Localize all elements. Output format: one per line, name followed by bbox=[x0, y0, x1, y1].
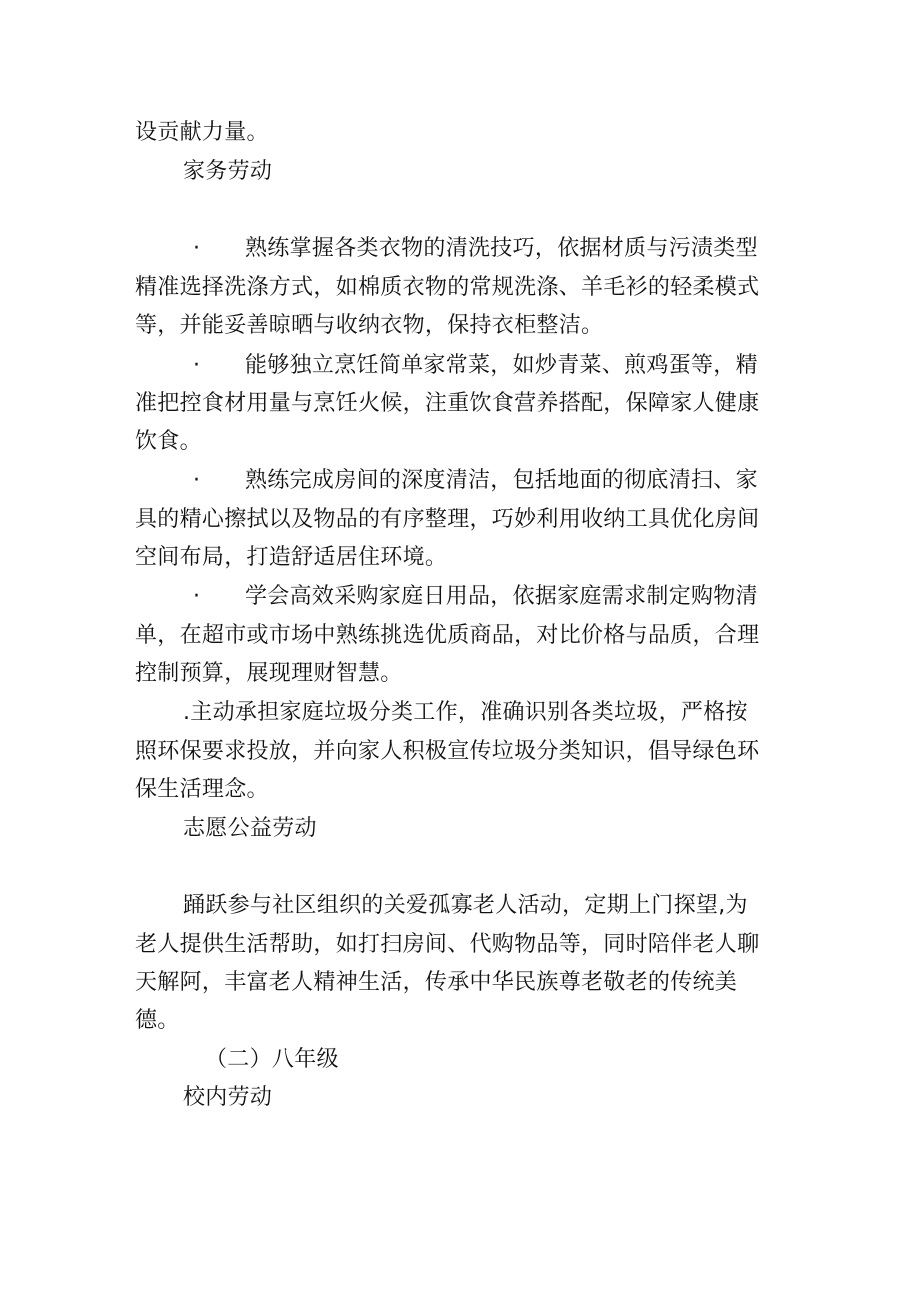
bullet-4-line-1: 学会高效采购家庭日用品，依据家庭需求制定购物清 bbox=[245, 584, 758, 609]
bullet-1-line-2: 精准选择洗涤方式，如棉质衣物的常规洗涤、羊毛衫的轻柔模式 bbox=[135, 275, 760, 300]
bullet-2-marker: · bbox=[193, 353, 200, 378]
bullet-3-marker: · bbox=[193, 468, 200, 493]
bullet-3-line-3: 空间布局，打造舒适居住环境。 bbox=[135, 545, 448, 570]
volunteer-heading: 志愿公益劳动 bbox=[183, 816, 317, 841]
volunteer-paragraph-line-2: 老人提供生活帮助，如打扫房间、代购物品等，同时陪伴老人聊 bbox=[135, 932, 760, 957]
volunteer-paragraph-line-3: 天解阿，丰富老人精神生活，传承中华民族尊老敬老的传统美 bbox=[135, 970, 738, 995]
bullet-1-line-1: 熟练掌握各类衣物的清洗技巧，依据材质与污渍类型 bbox=[245, 236, 758, 261]
volunteer-paragraph-line-1: 踊跃参与社区组织的关爱孤寡老人活动，定期上门探望,为 bbox=[183, 893, 748, 918]
bullet-3-line-1: 熟练完成房间的深度清洁，包括地面的彻底清扫、家 bbox=[245, 468, 758, 493]
bullet-4-line-3: 控制预算，展现理财智慧。 bbox=[135, 661, 403, 686]
housework-heading: 家务劳动 bbox=[183, 159, 273, 184]
bullet-2-line-3: 饮食。 bbox=[135, 429, 202, 454]
grade8-heading: （二）八年级 bbox=[205, 1047, 339, 1072]
trash-paragraph-line-2: 照环保要求投放，并向家人积极宣传垃圾分类知识，倡导绿色环 bbox=[135, 739, 760, 764]
grade8-subheading: 校内劳动 bbox=[183, 1085, 273, 1110]
intro-tail-text: 设贡献力量。 bbox=[135, 120, 269, 145]
volunteer-paragraph-line-4: 德。 bbox=[135, 1008, 180, 1033]
trash-paragraph-line-1: .主动承担家庭垃圾分类工作，准确识别各类垃圾，严格按 bbox=[183, 700, 748, 725]
bullet-1-marker: · bbox=[193, 236, 200, 261]
bullet-1-line-3: 等，并能妥善晾晒与收纳衣物，保持衣柜整洁。 bbox=[135, 313, 604, 338]
bullet-4-line-2: 单，在超市或市场中熟练挑选优质商品，对比价格与品质，合理 bbox=[135, 623, 760, 648]
bullet-4-marker: · bbox=[193, 584, 200, 609]
bullet-2-line-1: 能够独立烹饪简单家常菜，如炒青菜、煎鸡蛋等，精 bbox=[245, 353, 758, 378]
trash-paragraph-line-3: 保生活理念。 bbox=[135, 777, 269, 802]
bullet-3-line-2: 具的精心擦拭以及物品的有序整理，巧妙利用收纳工具优化房间 bbox=[135, 507, 760, 532]
bullet-2-line-2: 准把控食材用量与烹饪火候，注重饮食营养搭配，保障家人健康 bbox=[135, 391, 760, 416]
